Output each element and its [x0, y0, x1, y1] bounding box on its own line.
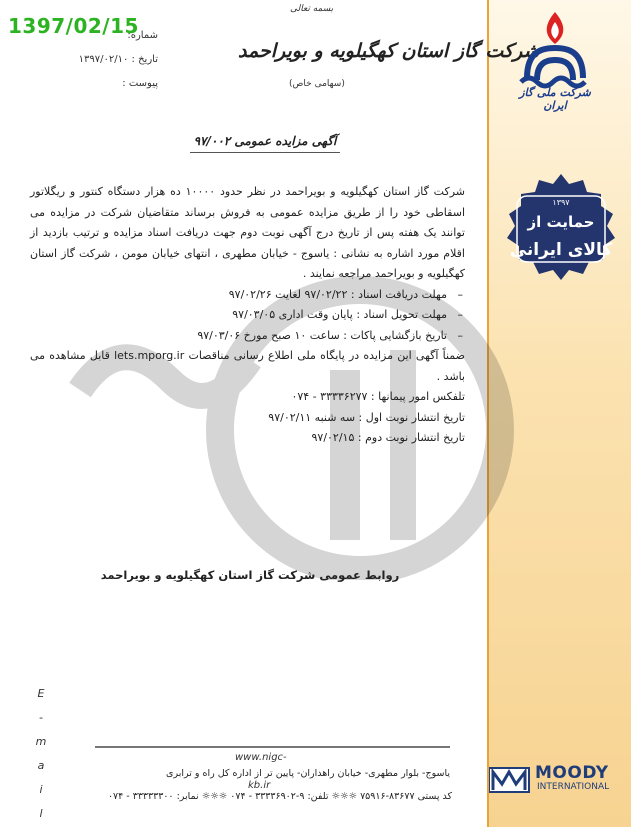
letter-date-label: تاریخ :	[131, 54, 158, 65]
signature: روابط عمومی شرکت گاز استان کهگیلویه و بویراحمد	[100, 568, 400, 582]
notice-title: آگهی مزایده عمومی ۹۷/۰۰۲	[193, 134, 337, 148]
received-date-stamp: 1397/02/15	[8, 14, 139, 38]
badge-line-1: حمایت از	[527, 213, 595, 231]
bullet-envelope-opening: – تاریخ بازگشایی پاکات : ساعت ۱۰ صبح مورخ ۹۷/۰۳/۰۶	[30, 326, 465, 347]
second-publish-date: تاریخ انتشار نوبت دوم : ۹۷/۰۲/۱۵	[311, 431, 465, 444]
letter-date	[28, 54, 158, 65]
bullet-document-delivery: – مهلت تحویل اسناد : پایان وقت اداری ۹۷/۰۳/۰۵	[30, 305, 465, 326]
bullet-document-receipt: – مهلت دریافت اسناد : ۹۷/۰۲/۲۲ لغایت ۹۷/۰۲/۲۶	[30, 285, 465, 306]
letter-number-label: شماره:	[127, 30, 158, 41]
notice-body	[30, 182, 465, 449]
email-char: -	[39, 711, 43, 724]
company-type: (سهامی خاص)	[289, 79, 345, 89]
right-sidebar-background	[488, 0, 631, 827]
nigc-logo-caption: شرکت ملی گاز ایران	[519, 86, 591, 112]
company-name: شرکت گاز استان کهگیلویه و بویراحمد	[238, 40, 540, 62]
badge-year: ۱۳۹۷	[552, 198, 570, 207]
email-char: E	[37, 687, 45, 700]
notice-paragraph: شرکت گاز استان کهگیلویه و بویراحمد در نظر حدود ۱۰۰۰۰ ده هزار دستگاه کنتور و ریگلاتور اسقاطی خود را از طریق مزایده عمومی به فروش برساند متقاضیان شرکت در مزایده می توانند یک هفته پس از تاریخ درج آگهی نوبت دوم جهت دریافت اسناد مزایده و ترتیب بازدید از اقلام مورد اشاره به نشانی : یاسوج - خیابان مطهری ، انتهای خیابان مومن ، شرکت گاز استان کهگیلویه و بویراحمد مراجعه نمایند .	[30, 185, 465, 280]
portal-note: ضمناً آگهی این مزایده در پایگاه ملی اطلاع رسانی مناقصات lets.mporg.ir قابل مشاهده می باشد .	[30, 349, 466, 383]
certification-subtitle: INTERNATIONAL	[537, 782, 610, 792]
email-vertical-label	[34, 682, 48, 826]
telfax: تلفکس امور پیمانها : ۳۳۳۳۶۲۷۷ - ۰۷۴	[291, 390, 465, 403]
email-char: a	[37, 759, 45, 772]
footer-divider	[95, 746, 450, 748]
footer-phones: کد پستی ۸۳۶۷۷-۷۵۹۱۶ ☼☼☼ تلفن: ۹-۳۳۳۳۶۹۰۲ - ۰۷۴ ☼☼☼ نمابر: ۳۳۳۳۳۳۰۰ - ۰۷۴	[107, 791, 452, 802]
footer-address: یاسوج- بلوار مطهری- خیابان راهداران- پایین تر از اداره کل راه و ترابری	[166, 768, 450, 779]
email-char: i	[39, 783, 43, 796]
footer-website: www.nigc-	[235, 752, 287, 763]
email-char: l	[39, 807, 43, 820]
attachment-label: پیوست :	[122, 78, 158, 89]
title-underline	[190, 152, 340, 153]
letter-date-value: ۱۳۹۷/۰۲/۱۰	[78, 54, 129, 65]
first-publish-date: تاریخ انتشار نوبت اول : سه شنبه ۹۷/۰۲/۱۱	[268, 410, 465, 424]
footer-website-suffix: kb.ir	[248, 780, 271, 791]
certification-name: MOODY	[535, 763, 609, 783]
badge-line-2: کالای ایرانی	[509, 240, 613, 260]
invocation: بسمه تعالی	[290, 4, 334, 14]
email-char: m	[35, 735, 47, 748]
sidebar-divider	[487, 0, 489, 827]
